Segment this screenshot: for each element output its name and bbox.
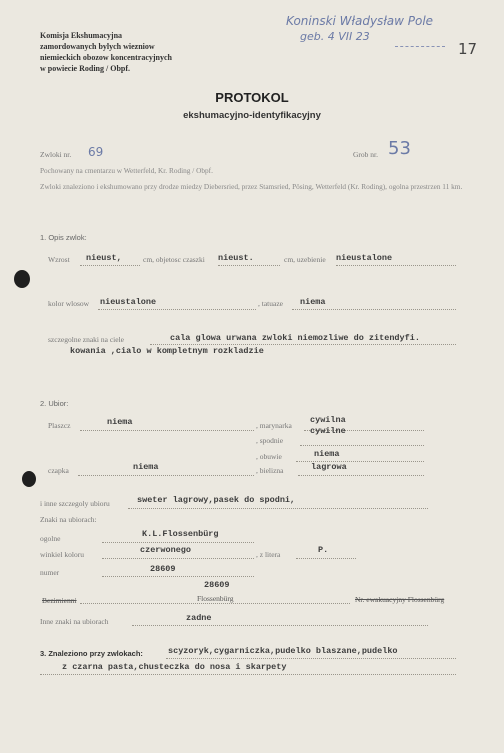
uzebienie-line (336, 265, 456, 266)
section-3-value-1: scyzoryk,cygarniczka,pudelko blaszane,pudelko (168, 646, 398, 656)
plaszcz-line (80, 430, 254, 431)
burial-location: Pochowany na cmentarzu w Wetterfeld, Kr. Roding / Obpf. (40, 166, 213, 175)
bezimienni-label: Bezimienni (42, 596, 77, 605)
winkiel-value: czerwonego (140, 545, 192, 555)
kolor-line (98, 309, 256, 310)
bielizna-value: lagrowa (311, 462, 347, 472)
plaszcz-label: Plaszcz (48, 421, 71, 430)
czapka-line (78, 475, 254, 476)
tatuaze-label: , tatuaze (258, 299, 283, 308)
znaki-value-2: kowania ,cialo w kompletnym rozkladzie (70, 346, 264, 356)
znaki-value-1: cala glowa urwana zwloki niemozliwe do zitendyfi. (170, 333, 420, 343)
objetosc-label: cm, objetosc czaszki (143, 255, 205, 264)
objetosc-value: nieust. (218, 253, 254, 263)
spodnie-value: cywilne (310, 426, 346, 436)
ogolne-label: ogolne (40, 534, 61, 543)
handwritten-underline (395, 46, 445, 47)
nr-ewakuacyjny-label: Nr. ewakuacyjny Flossenbürg (355, 595, 445, 604)
header-line-2: zamordowanych bylych wiezniow (40, 42, 155, 51)
kolor-label: kolor wlosow (48, 299, 90, 308)
document-subtitle: ekshumacyjno-identyfikacyjny (183, 110, 321, 121)
handwritten-birthdate: geb. 4 VII 23 (300, 30, 370, 43)
flossenburg-number: 28609 (204, 580, 230, 590)
zlitera-line (296, 558, 356, 559)
bielizna-label: , bielizna (256, 466, 284, 475)
znaki-line-1 (150, 344, 456, 345)
tatuaze-value: niema (300, 297, 326, 307)
kolor-value: nieustalone (100, 297, 157, 307)
plaszcz-value: niema (107, 417, 133, 427)
numer-value: 28609 (150, 564, 176, 574)
header-line-1: Komisja Ekshumacyjna (40, 31, 123, 40)
numer-label: numer (40, 568, 60, 577)
inne-value: sweter lagrowy,pasek do spodni, (137, 495, 296, 505)
punch-hole-top (14, 270, 30, 288)
section-3-line-1 (166, 658, 456, 659)
wzrost-line (80, 265, 140, 266)
zwloki-value: 69 (88, 145, 104, 159)
inne-znaki-line (132, 625, 428, 626)
section-3-line-2 (40, 674, 456, 675)
flossenburg-label: Flossenbürg (197, 594, 234, 603)
znaki-label: szczegolne znaki na ciele (48, 335, 124, 344)
zlitera-value: P. (318, 545, 329, 555)
obuwie-label: , obuwie (256, 452, 282, 461)
handwritten-name: Koninski Władysław Pole (286, 14, 434, 28)
numer-line (102, 576, 254, 577)
inne-znaki-value: zadne (186, 613, 212, 623)
commission-header (40, 30, 172, 74)
section-3-heading: 3. Znaleziono przy zwlokach: (40, 649, 143, 658)
marynarka-label: , marynarka (256, 421, 292, 430)
inne-znaki-label: Inne znaki na ubiorach (40, 617, 109, 626)
section-1-heading: 1. Opis zwlok: (40, 233, 87, 242)
bezimienni-line (80, 603, 350, 604)
punch-hole-bottom (22, 471, 36, 487)
inne-label: i inne szczegoly ubioru (40, 499, 110, 508)
bielizna-line (298, 475, 424, 476)
inne-line (128, 508, 428, 509)
tatuaze-line (292, 309, 456, 310)
objetosc-line (218, 265, 280, 266)
spodnie-line (300, 445, 424, 446)
czapka-value: niema (133, 462, 159, 472)
grob-value: 53 (388, 138, 411, 159)
section-3-value-2: z czarna pasta,chusteczka do nosa i skarpety (62, 662, 287, 672)
winkiel-line (102, 558, 254, 559)
header-line-4: w powiecie Roding / Obpf. (40, 64, 131, 73)
exhumation-location: Zwloki znaleziono i ekshumowano przy drodze miedzy Diebersried, przez Stamsried, Pösing, Wetterfeld (Kr. Roding), ogolna przestrzen 11 km. (40, 182, 463, 191)
wzrost-value: nieust, (86, 253, 122, 263)
znaki-ubiorach-label: Znaki na ubiorach: (40, 515, 97, 524)
uzebienie-value: nieustalone (336, 253, 393, 263)
ogolne-line (102, 542, 254, 543)
grob-label: Grob nr. (353, 150, 378, 159)
winkiel-label: winkiel koloru (40, 550, 84, 559)
document-title: PROTOKOL (215, 90, 289, 105)
page-number: 17 (458, 40, 478, 58)
spodnie-label: , spodnie (256, 436, 284, 445)
czapka-label: czapka (48, 466, 69, 475)
uzebienie-label: cm, uzebienie (284, 255, 326, 264)
ogolne-value: K.L.Flossenbürg (142, 529, 219, 539)
zlitera-label: , z litera (256, 550, 281, 559)
zwloki-label: Zwloki nr. (40, 150, 72, 159)
obuwie-value: niema (314, 449, 340, 459)
header-line-3: niemieckich obozow koncentracyjnych (40, 53, 172, 62)
marynarka-value: cywilna (310, 415, 346, 425)
section-2-heading: 2. Ubior: (40, 399, 69, 408)
wzrost-label: Wzrost (48, 255, 70, 264)
